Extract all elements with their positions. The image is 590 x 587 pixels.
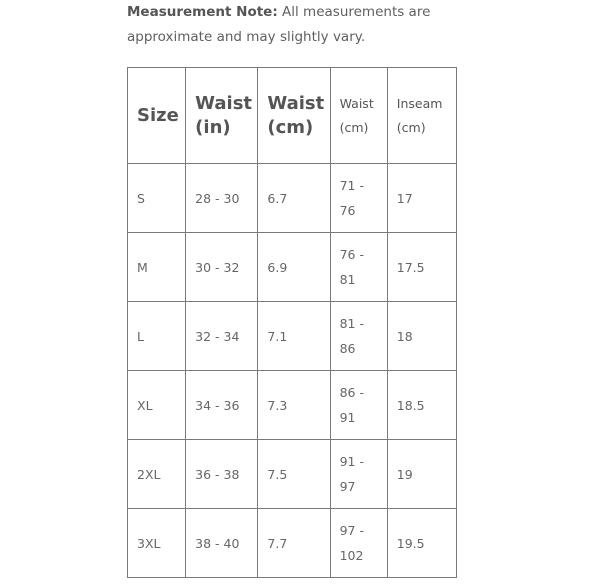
cell-waist-cm-2: 86 - 91 bbox=[330, 371, 387, 440]
measurement-note bbox=[127, 0, 457, 50]
cell-inseam: 17 bbox=[387, 164, 456, 233]
note-line-1 bbox=[127, 0, 457, 25]
cell-waist-in: 32 - 34 bbox=[186, 302, 258, 371]
cell-inseam: 19 bbox=[387, 440, 456, 509]
cell-waist-cm-2: 76 - 81 bbox=[330, 233, 387, 302]
table-row bbox=[128, 164, 457, 233]
cell-inseam: 18 bbox=[387, 302, 456, 371]
note-label: Measurement Note: bbox=[127, 4, 278, 20]
cell-waist-cm-2: 97 - 102 bbox=[330, 509, 387, 578]
cell-waist-cm: 6.9 bbox=[258, 233, 330, 302]
table-row bbox=[128, 440, 457, 509]
table-header-row bbox=[128, 68, 457, 164]
cell-waist-in: 36 - 38 bbox=[186, 440, 258, 509]
header-waist-cm: Waist (cm) bbox=[258, 68, 330, 164]
cell-size: L bbox=[128, 302, 186, 371]
header-size: Size bbox=[128, 68, 186, 164]
cell-waist-cm-2: 81 - 86 bbox=[330, 302, 387, 371]
cell-waist-in: 38 - 40 bbox=[186, 509, 258, 578]
cell-inseam: 17.5 bbox=[387, 233, 456, 302]
cell-size: 3XL bbox=[128, 509, 186, 578]
cell-waist-in: 28 - 30 bbox=[186, 164, 258, 233]
table-row bbox=[128, 371, 457, 440]
note-text-1: All measurements are bbox=[277, 4, 431, 20]
table-row bbox=[128, 302, 457, 371]
table-row bbox=[128, 233, 457, 302]
cell-waist-cm: 7.7 bbox=[258, 509, 330, 578]
cell-waist-cm-2: 71 - 76 bbox=[330, 164, 387, 233]
cell-inseam: 19.5 bbox=[387, 509, 456, 578]
cell-size: M bbox=[128, 233, 186, 302]
header-inseam: Inseam (cm) bbox=[387, 68, 456, 164]
cell-size: XL bbox=[128, 371, 186, 440]
cell-waist-cm: 7.5 bbox=[258, 440, 330, 509]
cell-inseam: 18.5 bbox=[387, 371, 456, 440]
note-line-2: approximate and may slightly vary. bbox=[127, 29, 366, 45]
cell-waist-cm: 7.3 bbox=[258, 371, 330, 440]
cell-waist-in: 34 - 36 bbox=[186, 371, 258, 440]
size-chart-table bbox=[127, 67, 457, 578]
cell-waist-cm-2: 91 - 97 bbox=[330, 440, 387, 509]
cell-size: S bbox=[128, 164, 186, 233]
header-waist-cm-2: Waist (cm) bbox=[330, 68, 387, 164]
cell-size: 2XL bbox=[128, 440, 186, 509]
cell-waist-in: 30 - 32 bbox=[186, 233, 258, 302]
table-row bbox=[128, 509, 457, 578]
header-waist-in: Waist (in) bbox=[186, 68, 258, 164]
cell-waist-cm: 6.7 bbox=[258, 164, 330, 233]
cell-waist-cm: 7.1 bbox=[258, 302, 330, 371]
